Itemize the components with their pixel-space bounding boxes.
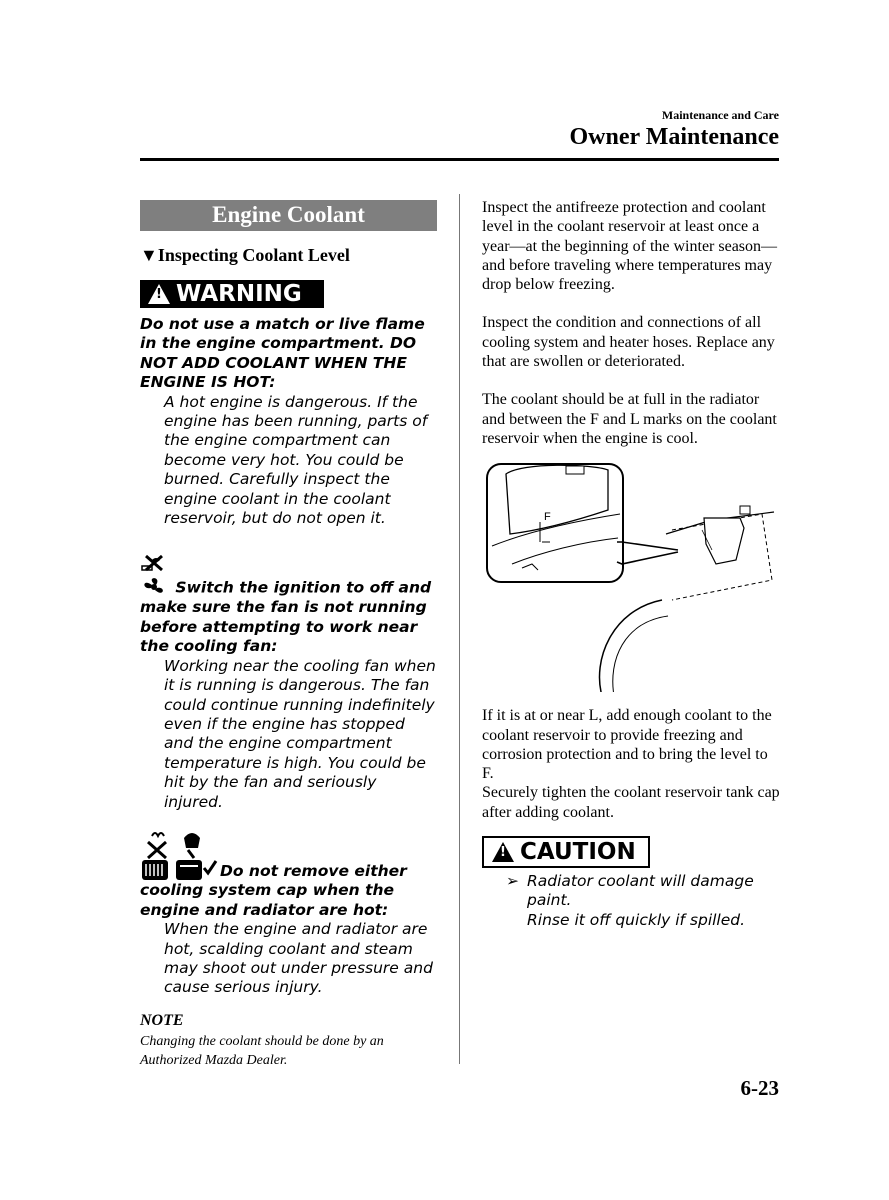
caution-text-2: Rinse it off quickly if spilled. [527,910,746,929]
warning3-heading: Do not remove either cooling system cap when the engine and radiator are hot: [140,861,407,919]
paragraph-antifreeze: Inspect the antifreeze protection and coolant level in the coolant reservoir at least once a year—at the beginning of the winter season—and before traveling where temperatures may drop below freezing. [482,199,778,294]
caution-label: CAUTION [520,839,636,866]
caution-item [506,872,782,930]
warning-label: WARNING [176,281,302,307]
subsection-title: ▼Inspecting Coolant Level [140,245,350,265]
note-body: Changing the coolant should be done by an Authorized Mazda Dealer. [140,1033,384,1069]
warning2-block [140,552,437,811]
warning1-heading: Do not use a match or live flame in the engine compartment. DO NOT ADD COOLANT WHEN THE ENGINE IS HOT: [140,315,425,392]
fan-icon [140,576,170,598]
note-title: NOTE [140,1011,184,1029]
paragraph-coolant-level: The coolant should be at full in the radiator and between the F and L marks on the coolant reservoir when the engine is cool. [482,391,777,447]
header-section-label: Maintenance and Care [661,108,779,122]
paragraph-tighten-cap: Securely tighten the coolant reservoir tank cap after adding coolant. [482,784,780,821]
left-column [140,200,437,1071]
caution-text-block [527,872,782,930]
section-title: Engine Coolant [140,200,437,231]
column-divider [459,194,460,1064]
paragraph-add-coolant: If it is at or near L, add enough coolant to the coolant reservoir to provide freezing and corrosion protection and to bring the level to F. [482,707,772,783]
right-column [482,198,782,930]
f-mark-label: F [544,511,551,524]
page-number: 6-23 [740,1076,779,1100]
page-title: Owner Maintenance [569,124,779,150]
warning-triangle-icon: ! [148,284,170,304]
warning-badge [140,280,324,308]
warning2-body: Working near the cooling fan when it is running is dangerous. The fan could continue running indefinitely even if the engine has stopped and the engine compartment temperature is high. You could be hit by the fan and seriously injured. [164,656,436,811]
caution-badge [482,836,650,868]
header-rule [140,158,779,161]
warning2-heading: Switch the ignition to off and make sure the fan is not running before attempting to work near the cooling fan: [140,576,437,656]
warning3-body: When the engine and radiator are hot, scalding coolant and steam may shoot out under pressure and cause serious injury. [164,920,433,997]
no-hand-near-fan-icon [140,552,170,574]
caution-triangle-icon: ! [492,842,514,862]
coolant-reservoir-illustration [482,460,778,692]
bullet-arrow-icon: ➢ [506,872,519,891]
warning3-block [140,828,437,998]
hot-cap-no-open-icon [140,828,220,884]
warning1-body: A hot engine is dangerous. If the engine has been running, parts of the engine compartment can become very hot. You could be burned. Carefully inspect the engine coolant in the coolant reservoir, but do not open it. [164,392,428,528]
caution-text: Radiator coolant will damage paint. [527,872,754,910]
paragraph-hoses: Inspect the condition and connections of all cooling system and heater hoses. Replace any that are swollen or deteriorated. [482,314,775,371]
